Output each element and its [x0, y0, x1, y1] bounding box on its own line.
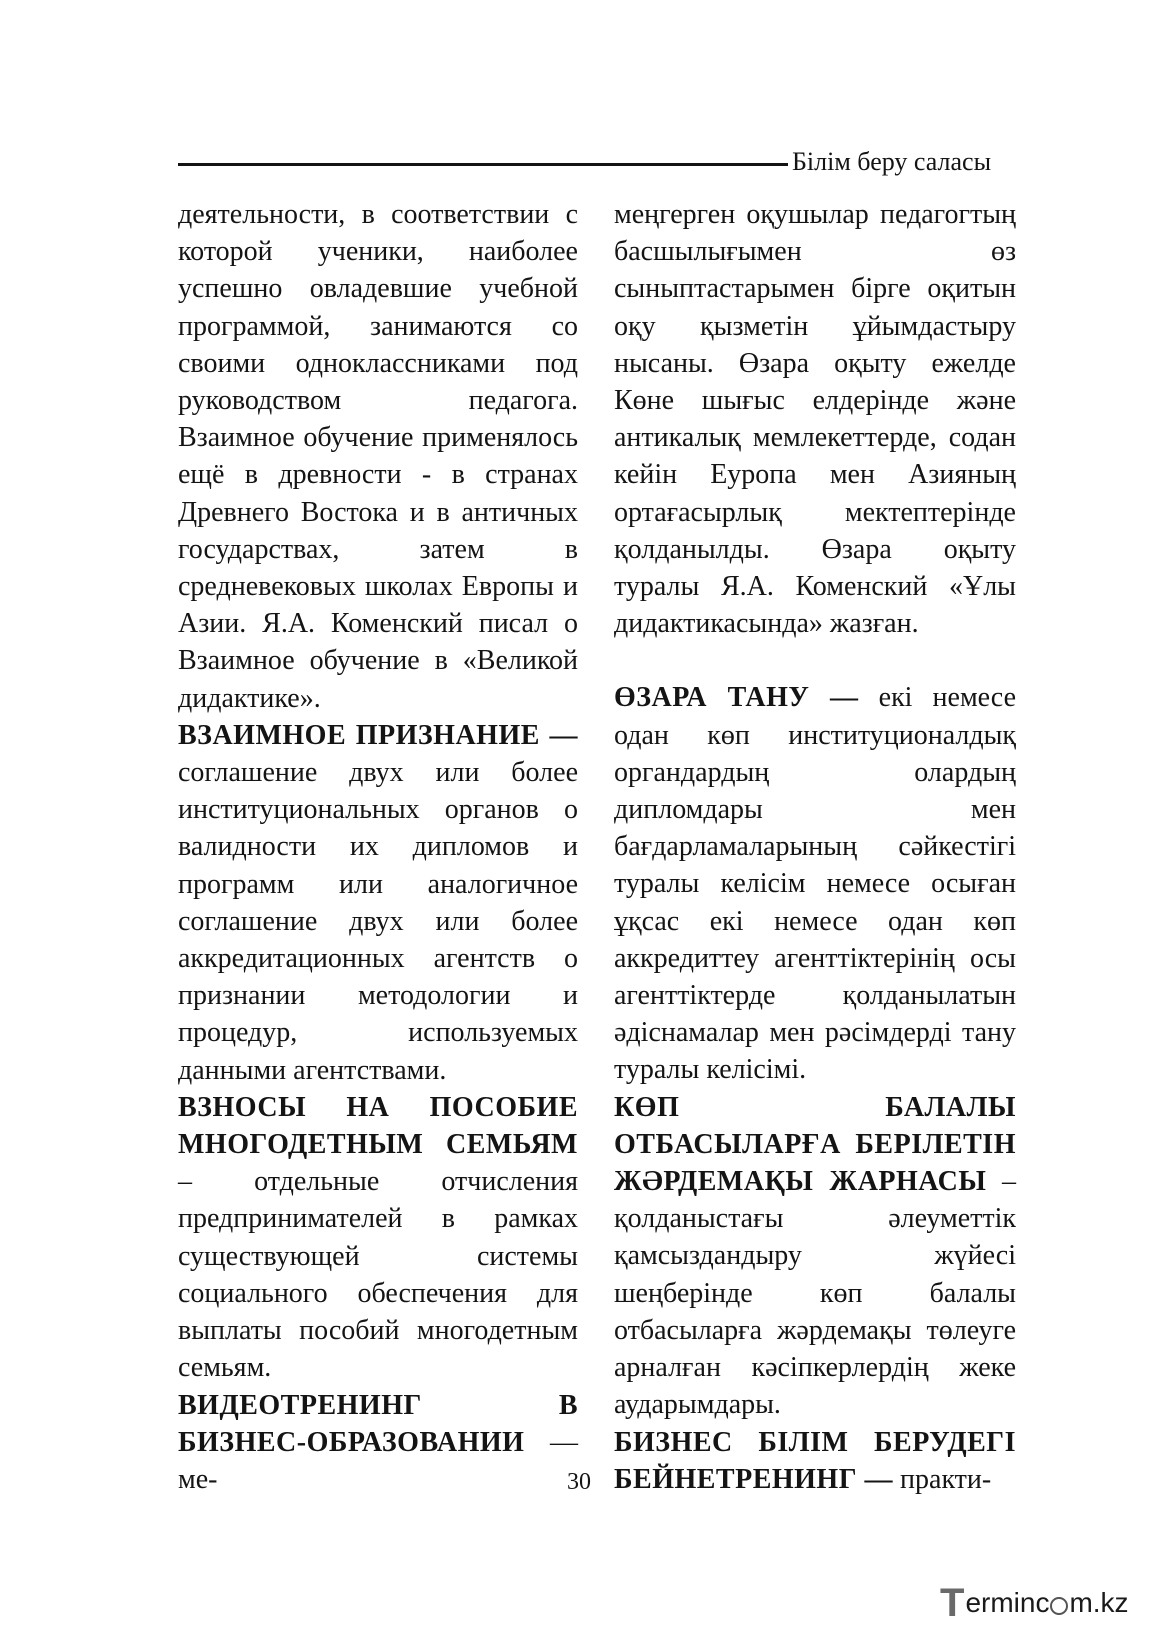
termincom-watermark	[940, 1583, 1129, 1623]
watermark-text-2: m.kz	[1069, 1587, 1129, 1618]
entry-definition: – отдельные отчисления предпринимателей в рамках существующей системы социального обеспечения для выплаты пособий многодетным семьям.	[178, 1166, 578, 1384]
entry-definition: – қолданыстағы әлеуметтік қамсыздандыру жүйесі шеңберінде көп балалы отбасыларға жәрдемақы төлеуге арналған кәсіпкерлердің жеке аударымдары.	[614, 1166, 1016, 1421]
paragraph: деятельности, в соответствии с которой ученики, наиболее успешно овладевшие учебной программой, занимаются со своими одноклассниками под руководством педагога. Взаимное обучение применялось ещё в древности - в странах Древнего Востока и в античных государствах, затем в средневековых школах Европы и Азии. Я.А. Коменский писал о Взаимное обучение в «Великой дидактике».	[178, 199, 578, 714]
right-column	[614, 196, 1016, 1498]
watermark-letter-t: T	[940, 1581, 965, 1625]
watermark-text-1: erminc	[965, 1587, 1050, 1618]
entry-definition: — ме-	[178, 1426, 578, 1495]
glossary-entry	[178, 717, 578, 1089]
entry-definition: екі немесе одан көп институционалдық органдардың олардың дипломдары мен бағдарламаларының сәйкестігі туралы келісім немесе осыған ұқсас екі немесе одан көп аккредиттеу агенттіктерінің осы агенттіктерде қолданылатын әдіснамалар мен рәсімдерді тану туралы келісімі.	[614, 682, 1016, 1086]
header-rule	[178, 163, 788, 166]
entry-term: ВИДЕОТРЕНИНГ В БИЗНЕС-ОБРАЗОВАНИИ	[178, 1389, 578, 1458]
glossary-entry	[178, 1089, 578, 1387]
entry-definition: соглашение двух или более институциональных органов о валидности их дипломов и программ или аналогичное соглашение двух или более аккредитационных агентств о признании методологии и процедур, используемых данными агентствами.	[178, 757, 578, 1086]
left-column	[178, 196, 578, 1498]
entry-term: БИЗНЕС БІЛІМ БЕРУДЕГІ БЕЙНЕТРЕНИНГ —	[614, 1426, 1016, 1495]
entry-definition: практи-	[893, 1463, 992, 1495]
entry-term: ВЗАИМНОЕ ПРИЗНАНИЕ —	[178, 719, 578, 751]
spacer	[614, 642, 1016, 679]
glossary-entry	[614, 679, 1016, 1088]
glossary-entry	[614, 1089, 1016, 1424]
entry-term: ВЗНОСЫ НА ПОСОБИЕ МНОГОДЕТНЫМ СЕМЬЯМ	[178, 1091, 578, 1161]
entry-term: КӨП БАЛАЛЫ ОТБАСЫЛАРҒА БЕРІЛЕТІН ЖӘРДЕМАҚЫ ЖАРНАСЫ	[614, 1091, 1016, 1198]
watermark-o-icon	[1050, 1597, 1068, 1615]
running-header: Білім беру саласы	[792, 147, 992, 176]
paragraph: меңгерген оқушылар педагогтың басшылығымен өз сыныптастарымен бірге оқитын оқу қызметін ұйымдастыру нысаны. Өзара оқыту ежелде Көне шығыс елдерінде және антикалық мемлекеттерде, содан кейін Еуропа мен Азияның ортағасырлық мектептерінде қолданылды. Өзара оқыту туралы Я.А. Коменский «Ұлы дидактикасында» жазған.	[614, 199, 1016, 640]
entry-term: ӨЗАРА ТАНУ —	[614, 682, 859, 714]
page-number: 30	[567, 1469, 591, 1495]
